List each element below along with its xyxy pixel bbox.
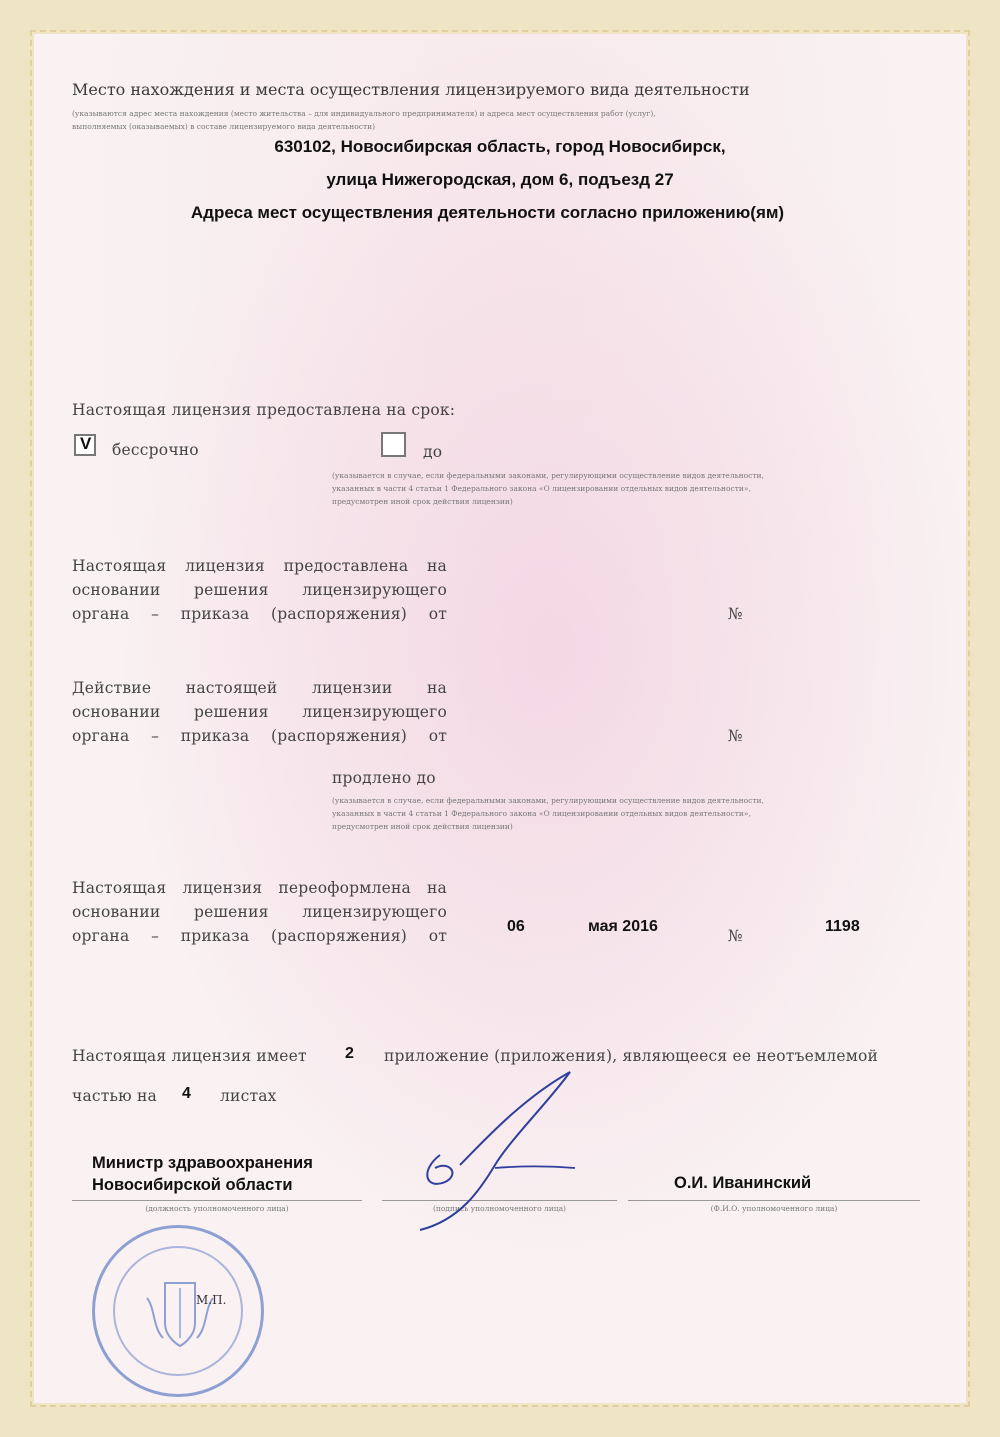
checkbox-mark: V xyxy=(80,434,92,453)
extension-line-1: Действие настоящей лицензии на xyxy=(72,679,447,697)
option-until: до xyxy=(423,443,443,461)
appendix-text-before: Настоящая лицензия имеет xyxy=(72,1047,307,1065)
reissue-day: 06 xyxy=(507,918,525,935)
appendix-count: 2 xyxy=(345,1045,354,1062)
coat-of-arms-icon xyxy=(135,1268,225,1358)
handwritten-signature xyxy=(400,1060,600,1240)
grant-line-1: Настоящая лицензия предоставлена на xyxy=(72,557,447,575)
extension-hint-3: предусмотрен иной срок действия лицензии) xyxy=(332,822,513,831)
term-hint-1: (указывается в случае, если федеральными законами, регулирующими осуществление видов деятельности, xyxy=(332,471,764,480)
term-hint-3: предусмотрен иной срок действия лицензии) xyxy=(332,497,513,506)
signer-name: О.И. Иванинский xyxy=(674,1174,812,1192)
location-hint-1: (указываются адрес места нахождения (место жительства – для индивидуального предпринимателя) и адреса мест осуществления работ (услуг), xyxy=(72,109,656,118)
reissue-line-3: органа – приказа (распоряжения) от xyxy=(72,927,447,945)
extension-hint-1: (указывается в случае, если федеральными законами, регулирующими осуществление видов деятельности, xyxy=(332,796,764,805)
extension-line-3: органа – приказа (распоряжения) от xyxy=(72,727,447,745)
grant-line-2: основании решения лицензирующего xyxy=(72,581,447,599)
appendix-text-after: приложение (приложения), являющееся ее неотъемлемой xyxy=(384,1047,879,1065)
position-hint: (должность уполномоченного лица) xyxy=(145,1204,289,1213)
location-heading: Место нахождения и места осуществления лицензируемого вида деятельности xyxy=(72,80,750,99)
reissue-number-label: № xyxy=(728,927,743,945)
position-line xyxy=(72,1200,362,1201)
extension-number-label: № xyxy=(728,727,743,745)
grant-number-label: № xyxy=(728,605,743,623)
official-seal xyxy=(92,1225,264,1397)
position-line-2: Новосибирской области xyxy=(92,1176,293,1194)
appendix-sheets-label: листах xyxy=(220,1087,277,1105)
unlimited-checkbox xyxy=(74,434,96,456)
reissue-line-1: Настоящая лицензия переоформлена на xyxy=(72,879,447,897)
grant-line-3: органа – приказа (распоряжения) от xyxy=(72,605,447,623)
position-line-1: Министр здравоохранения xyxy=(92,1154,313,1172)
extension-line-2: основании решения лицензирующего xyxy=(72,703,447,721)
appendix-sheets: 4 xyxy=(182,1085,191,1102)
extended-until-label: продлено до xyxy=(332,769,436,787)
address-line-2: улица Нижегородская, дом 6, подъезд 27 xyxy=(326,170,674,189)
option-unlimited: бессрочно xyxy=(112,441,199,459)
name-line xyxy=(628,1200,920,1201)
signature-hint: (подпись уполномоченного лица) xyxy=(432,1204,566,1213)
reissue-number: 1198 xyxy=(825,918,860,935)
reissue-month-year: мая 2016 xyxy=(588,918,658,935)
reissue-line-2: основании решения лицензирующего xyxy=(72,903,447,921)
until-checkbox xyxy=(381,432,406,457)
term-hint-2: указанных в части 4 статьи 1 Федерального закона «О лицензировании отдельных видов деятельности», xyxy=(332,484,751,493)
name-hint: (Ф.И.О. уполномоченного лица) xyxy=(710,1204,838,1213)
address-line-1: 630102, Новосибирская область, город Новосибирск, xyxy=(274,137,726,156)
appendix-part-label: частью на xyxy=(72,1087,157,1105)
term-heading: Настоящая лицензия предоставлена на срок: xyxy=(72,401,456,419)
address-line-3: Адреса мест осуществления деятельности согласно приложению(ям) xyxy=(190,203,785,222)
location-hint-2: выполняемых (оказываемых) в составе лицензируемого вида деятельности) xyxy=(72,122,376,131)
extension-hint-2: указанных в части 4 статьи 1 Федерального закона «О лицензировании отдельных видов деятельности», xyxy=(332,809,751,818)
seal-label: М.П. xyxy=(196,1293,227,1307)
